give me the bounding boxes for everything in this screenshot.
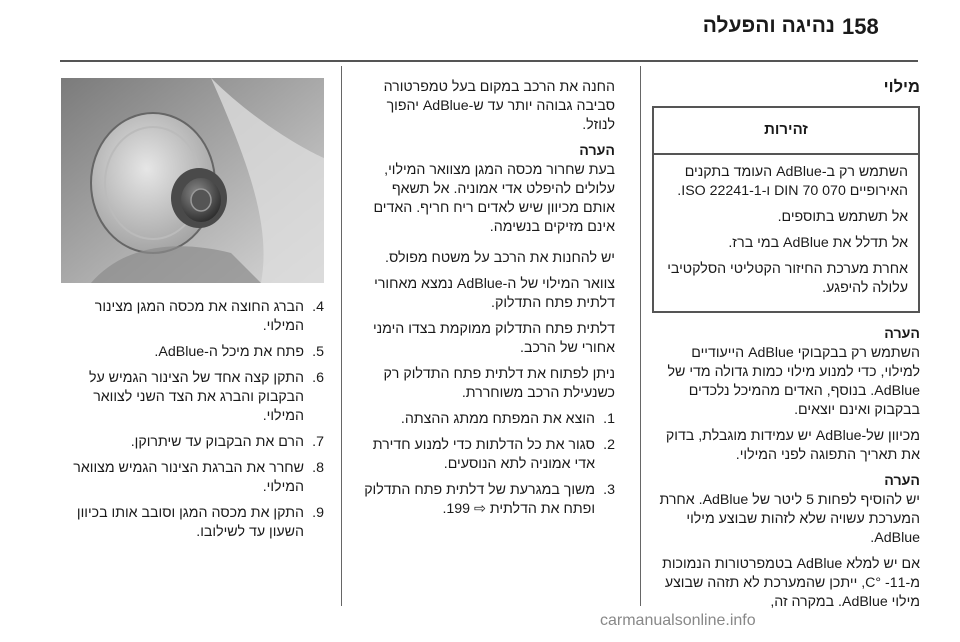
intro-paragraph: החנה את הרכב במקום בעל טמפרטורה סביבה גבוהה יותר עד ש-AdBlue יהפוך לנוזל. [383, 79, 615, 133]
steps-list [62, 298, 324, 542]
list-item [357, 436, 615, 474]
step-number: 9. [312, 505, 324, 521]
warning-paragraph: אל תשתמש בתוספים. [777, 209, 908, 225]
warning-paragraph: אחרת מערכת החיזור הקטליטי הסלקטיבי עלולה להיפגע. [667, 261, 908, 296]
step-text: התקן את מכסה המגן וסובב אותו בכיוון השעון עד לשילובו. [76, 505, 304, 540]
step-number: 4. [312, 299, 324, 315]
warning-box [652, 106, 920, 313]
page-number: 158 [842, 14, 879, 39]
body-paragraph: צוואר המילוי של ה-AdBlue נמצא מאחורי דלתית פתח התדלוק. [374, 276, 615, 311]
list-item [62, 369, 324, 426]
step-text: פתח את מיכל ה-AdBlue. [154, 344, 304, 360]
right-column [652, 78, 920, 619]
page-title: נהיגה והפעלה [702, 14, 835, 37]
column-divider-left [341, 66, 342, 606]
step-number: 2. [603, 437, 615, 453]
step-number: 1. [603, 411, 615, 427]
body-paragraph: דלתית פתח התדלוק ממוקמת בצדו הימני אחורי של הרכב. [372, 321, 615, 356]
step-text: התקן קצה אחד של הצינור הגמיש על הבקבוק והברג את הצד השני לצוואר המילוי. [88, 370, 304, 424]
middle-column [357, 78, 615, 526]
note-paragraph: אם יש למלא AdBlue בטמפרטורות הנמוכות מ-11- °C, ייתכן שהמערכת לא תזהה שבוצע מילוי AdBlue. במקרה זה, [662, 556, 920, 610]
step-number: 6. [312, 370, 324, 386]
warning-title: זהירות [654, 108, 918, 155]
step-number: 3. [603, 482, 615, 498]
step-number: 7. [312, 434, 324, 450]
note-heading: הערה [579, 143, 615, 159]
note-paragraph: יש להוסיף לפחות 5 ליטר של AdBlue. אחרת המערכת עשויה שלא לזהות שבוצע מילוי AdBlue. [659, 492, 920, 546]
list-item [62, 504, 324, 542]
section-title: מילוי [883, 78, 920, 96]
watermark: carmanualsonline.info [600, 612, 756, 629]
step-text: משוך במגרעת של דלתית פתח התדלוק ופתח את הדלתית ⇨ 199. [364, 482, 595, 517]
warning-paragraph: אל תדלל את AdBlue במי ברז. [728, 235, 908, 251]
list-item [357, 481, 615, 519]
warning-paragraph: השתמש רק ב-AdBlue העומד בתקנים האירופיים DIN 70 070 ו-ISO 22241-1. [677, 164, 908, 199]
step-number: 8. [312, 460, 324, 476]
note-heading: הערה [884, 473, 920, 489]
note-paragraph: השתמש רק בבקבוקי AdBlue הייעודיים למילוי, כדי למנוע מילוי כמות גדולה מדי של AdBlue. בנוסף, האדים מהמיכל נלכדים בבקבוק ואינם יוצאים. [667, 345, 920, 418]
header-divider [60, 60, 918, 62]
note-heading: הערה [884, 326, 920, 342]
step-text: שחרר את הברגת הצינור הגמיש מצוואר המילוי. [73, 460, 304, 495]
step-text: סגור את כל הדלתות כדי למנוע חדירת אדי אמוניה לתא הנוסעים. [372, 437, 595, 472]
list-item [357, 410, 615, 429]
step-text: הוצא את המפתח ממתג ההצתה. [400, 411, 595, 427]
list-item [62, 433, 324, 452]
note-paragraph: מכיוון של-AdBlue יש עמידות מוגבלת, בדוק את תאריך התפוגה לפני המילוי. [665, 428, 920, 463]
column-divider-right [640, 66, 641, 606]
step-text: הברג החוצה את מכסה המגן מצינור המילוי. [94, 299, 304, 334]
list-item [62, 459, 324, 497]
note-paragraph: בעת שחרור מכסה המגן מצוואר המילוי, עלולים להיפלט אדי אמוניה. אל תשאף אותם מכיוון שיש לאדים ריח חריף. האדים אינם מזיקים בנשימה. [373, 162, 615, 235]
step-number: 5. [312, 344, 324, 360]
fuel-filler-photo [61, 78, 324, 283]
step-text: הרם את הבקבוק עד שיתרוקן. [130, 434, 304, 450]
steps-list [357, 410, 615, 519]
list-item [62, 298, 324, 336]
list-item [62, 343, 324, 362]
body-paragraph: יש להחנות את הרכב על משטח מפולס. [385, 250, 615, 266]
left-column [62, 298, 324, 549]
body-paragraph: ניתן לפתוח את דלתית פתח התדלוק רק כשנעילת הרכב משוחררת. [383, 366, 615, 401]
